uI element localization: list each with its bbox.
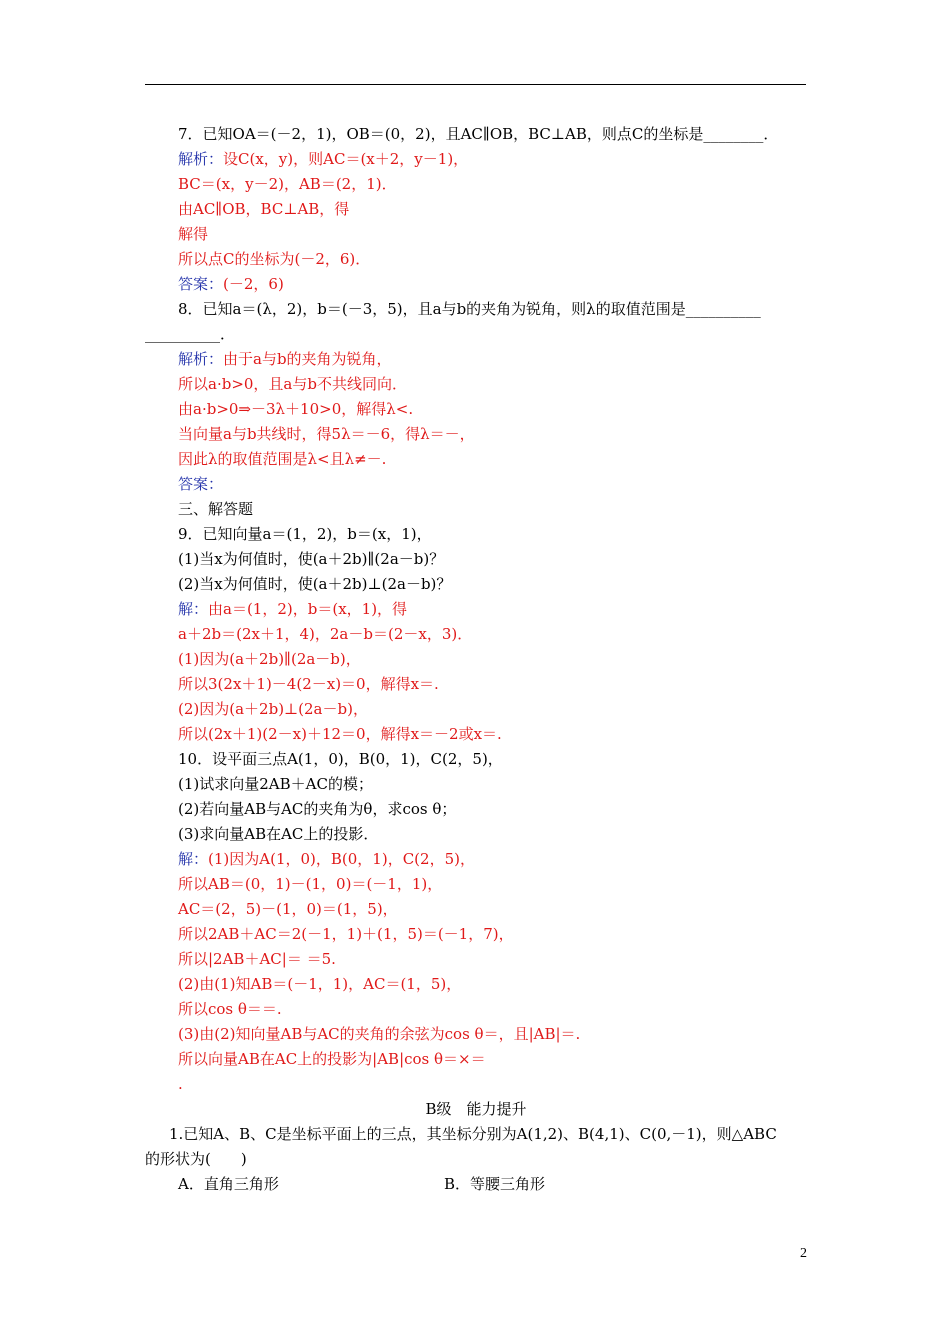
text-line: 所以点C的坐标为(－2，6)． <box>178 250 371 268</box>
problem-lines <box>145 122 807 1097</box>
line-body: (1)因为A(1，0)，B(0，1)，C(2，5)， <box>208 850 475 868</box>
line-label: 解析： <box>178 350 224 368</box>
text-line: (2)因为(a＋2b)⊥(2a－b)， <box>178 700 368 718</box>
text-line: (3)求向量AB在AC上的投影． <box>178 825 379 843</box>
text-line: 解得 <box>178 225 209 243</box>
text-line: 答案： <box>178 475 224 493</box>
text-line: 三、解答题 <box>178 500 254 518</box>
text-line: 9．已知向量a＝(1，2)，b＝(x，1)， <box>178 525 432 543</box>
text-line: (1)因为(a＋2b)∥(2a－b)， <box>178 650 361 668</box>
line-label: 解析： <box>178 150 224 168</box>
text-line: . <box>178 1075 183 1093</box>
text-line: 所以|2AB＋AC|＝ ＝5. <box>178 950 336 968</box>
text-line: a＋2b＝(2x＋1，4)，2a－b＝(2－x，3)． <box>178 625 473 643</box>
text-line: (3)由(2)知向量AB与AC的夹角的余弦为cos θ＝，且|AB|＝. <box>178 1025 581 1043</box>
text-line: (1)试求向量2AB＋AC的模； <box>178 775 373 793</box>
text-line: AC＝(2，5)－(1，0)＝(1，5)， <box>178 900 398 918</box>
page-number: 2 <box>800 1246 807 1261</box>
text-line: 由a·b>0⇒－3λ＋10>0，解得λ<. <box>178 400 414 418</box>
text-line: 所以(2x＋1)(2－x)＋12＝0，解得x＝－2或x＝. <box>178 725 502 743</box>
text-line: 所以3(2x＋1)－4(2－x)＝0，解得x＝. <box>178 675 439 693</box>
document-body <box>145 122 807 1197</box>
text-line <box>145 847 807 872</box>
choice-b: B．等腰三角形 <box>444 1175 546 1193</box>
header-rule <box>145 84 806 85</box>
text-line: (2)若向量AB与AC的夹角为θ，求cos θ； <box>178 800 457 818</box>
line-label: 解： <box>178 600 209 618</box>
text-line: 所以AB＝(0，1)－(1，0)＝(－1，1)， <box>178 875 443 893</box>
text-line: 所以cos θ＝＝. <box>178 1000 282 1018</box>
choice-a: A．直角三角形 <box>178 1175 279 1193</box>
text-line: 因此λ的取值范围是λ<且λ≠－. <box>178 450 387 468</box>
text-line: 所以2AB＋AC＝2(－1，1)＋(1，5)＝(－1，7)， <box>178 925 514 943</box>
text-line: 7．已知OA＝(－2，1)，OB＝(0，2)，且AC∥OB，BC⊥AB，则点C的坐标是________． <box>178 125 779 143</box>
answer-choices <box>145 1172 807 1197</box>
text-line: 所以向量AB在AC上的投影为|AB|cos θ＝×＝ <box>178 1050 486 1068</box>
section-heading: B级 能力提升 <box>425 1100 527 1118</box>
text-line: __________． <box>145 325 236 343</box>
text-line: (2)当x为何值时，使(a＋2b)⊥(2a－b)？ <box>178 575 452 593</box>
line-body: 设C(x，y)，则AC＝(x＋2，y－1)， <box>223 150 469 168</box>
text-line: 当向量a与b共线时，得5λ＝－6，得λ＝－， <box>178 425 475 443</box>
line-label: 解： <box>178 850 209 868</box>
text-line <box>145 597 807 622</box>
text-line <box>145 272 807 297</box>
question-text: 1.已知A、B、C是坐标平面上的三点，其坐标分别为A(1,2)、B(4,1)、C(0,－1)，则△ABC <box>169 1125 777 1143</box>
text-line <box>145 347 807 372</box>
text-line: (1)当x为何值时，使(a＋2b)∥(2a－b)？ <box>178 550 445 568</box>
text-line: BC＝(x，y－2)，AB＝(2，1)． <box>178 175 397 193</box>
line-label: 答案： <box>178 275 224 293</box>
text-line <box>145 147 807 172</box>
text-line: 所以a·b>0，且a与b不共线同向． <box>178 375 407 393</box>
question-text-continued: 的形状为( ) <box>145 1150 247 1168</box>
text-line: 10．设平面三点A(1，0)，B(0，1)，C(2，5)， <box>178 750 503 768</box>
line-body: 由a＝(1，2)，b＝(x，1)，得 <box>208 600 408 618</box>
text-line: 由AC∥OB，BC⊥AB，得 <box>178 200 350 218</box>
text-line: (2)由(1)知AB＝(－1，1)，AC＝(1，5)， <box>178 975 462 993</box>
line-body: 由于a与b的夹角为锐角， <box>223 350 392 368</box>
text-line: 8．已知a＝(λ，2)，b＝(－3，5)，且a与b的夹角为锐角，则λ的取值范围是__________ <box>178 300 761 318</box>
line-body: (－2，6) <box>223 275 284 293</box>
